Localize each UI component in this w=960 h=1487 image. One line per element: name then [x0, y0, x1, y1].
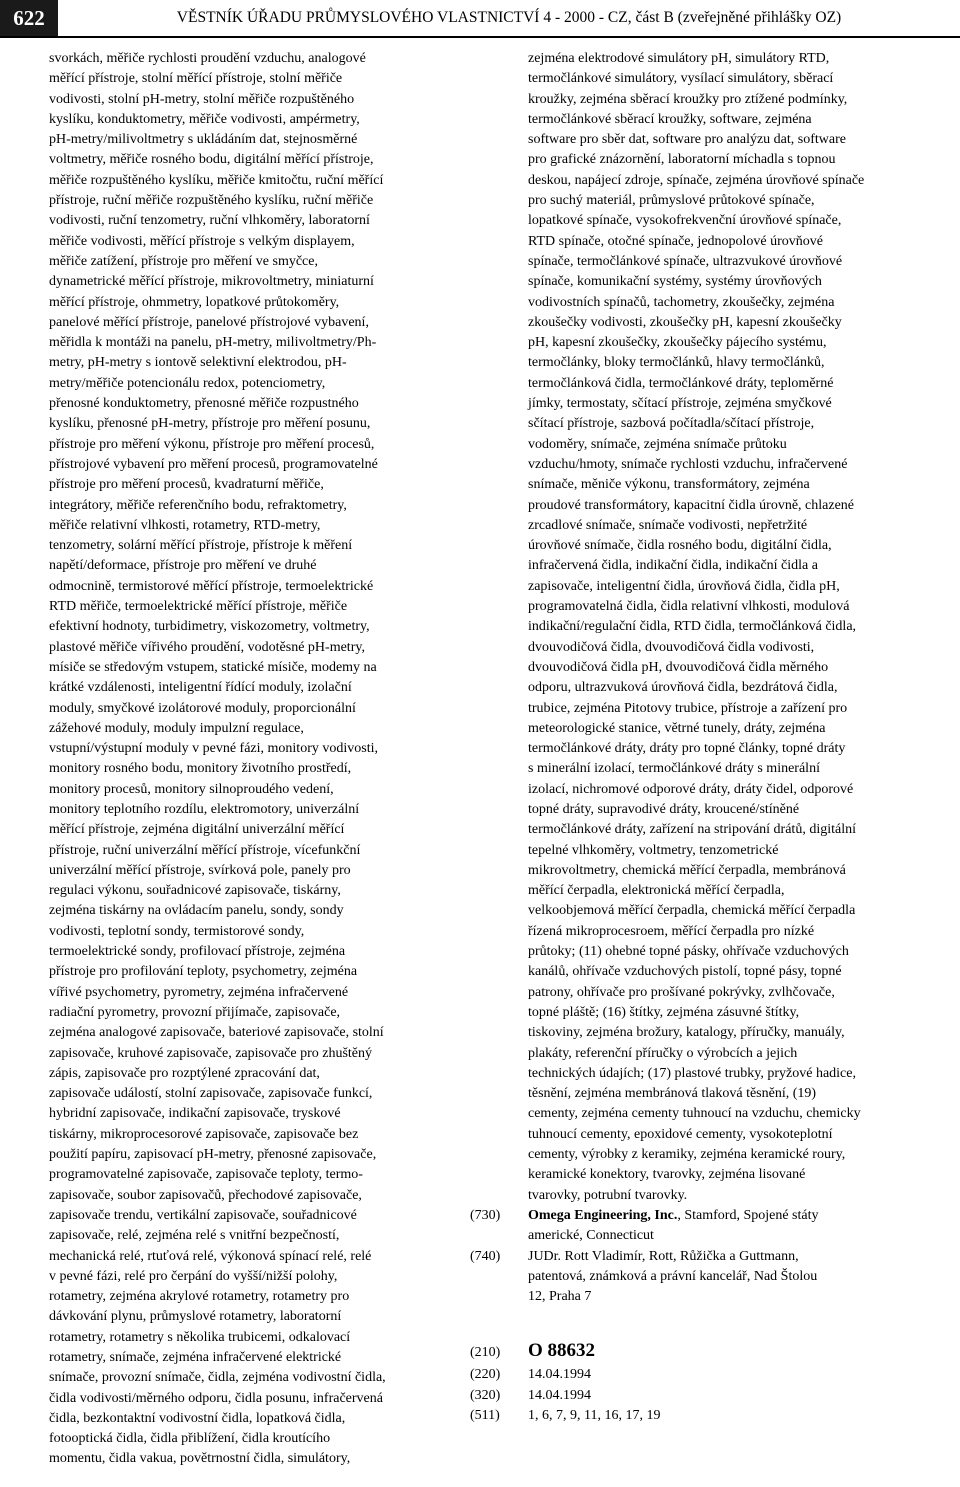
- applicant-entry: [470, 1206, 915, 1247]
- left-column: [49, 49, 444, 1470]
- right-column: [470, 49, 915, 1426]
- classes-list: 1, 6, 7, 9, 11, 16, 17, 19: [528, 1408, 661, 1423]
- page-number: 622: [0, 0, 58, 36]
- running-title: VĚSTNÍK ÚŘADU PRŮMYSLOVÉHO VLASTNICTVÍ 4 - 2000 - CZ, část B (zveřejněné přihlášky OZ): [176, 9, 842, 26]
- priority-date-entry: [470, 1386, 915, 1406]
- filing-date: 14.04.1994: [528, 1367, 591, 1383]
- trademark-number: O 88632: [528, 1340, 596, 1362]
- representative-text: JUDr. Rott Vladimír, Rott, Růžička a Guttmann, patentová, známková a právní kancelář, Nad Štolou 12, Praha 7: [528, 1248, 818, 1305]
- trademark-number-entry: [470, 1337, 915, 1365]
- page-header: [0, 0, 960, 38]
- applicant-address: , Stamford, Spojené státy americké, Connecticut: [528, 1207, 819, 1244]
- classes-entry: [470, 1406, 915, 1426]
- priority-date-code: (320): [470, 1387, 501, 1403]
- filing-date-entry: [470, 1365, 915, 1385]
- priority-date: 14.04.1994: [528, 1387, 591, 1403]
- representative-code: (740): [470, 1248, 501, 1264]
- applicant-code: (730): [470, 1207, 501, 1223]
- goods-list-text: svorkách, měřiče rychlosti proudění vzduchu, analogové měřící přístroje, stolní měřící přístroje, stolní měřiče vodivosti, stolní pH-metry, stolní měřiče rozpuštěného kyslíku, konduktometry, měřiče vodivosti, ampérmetry, pH-metry/milivoltmetry s ukládáním dat, stejnosměrné voltmetry, měřiče rosného bodu, digitální měřící přístroje, měřiče rozpuštěného kyslíku, měřiče kmitočtu, ruční měřící přístroje, ruční měřiče rozpuštěného kyslíku, ruční měřiče vodivosti, ruční tenzometry, ruční vlhkoměry, laboratorní měřiče vodivosti, měřící přístroje s velkým displayem, měřiče zatížení, přístroje pro měření ve smyčce, dynametrické měřící přístroje, mikrovoltmetry, miniaturní měřící přístroje, ohmmetry, lopatkové průtokoměry, panelové měřící přístroje, panelové přístrojové vybavení, měřidla k montáži na panelu, pH-metry, milivoltmetry/Ph- metry, pH-metry s iontově selektivní elektrodou, pH- metry/měřiče potencionálu redox, potenciometry, přenosné konduktometry, přenosné měřiče rozpustného kyslíku, přenosné pH-metry, přístroje pro měření posunu, přístroje pro měření výkonu, přístroje pro měření procesů, přístrojové vybavení pro měření procesů, programovatelné přístroje pro měření procesů, kvadraturní měřiče, integrátory, měřiče referenčního bodu, refraktometry, měřiče relativní vlhkosti, rotametry, RTD-metry, tenzometry, solární měřící přístroje, přístroje k měření napětí/deformace, přístroje pro měření ve druhé odmocnině, termistorové měřící přístroje, termoelektrické RTD měřiče, termoelektrické měřící přístroje, měřiče efektivní hodnoty, turbidimetry, viskozometry, voltmetry, plastové měřiče vířivého proudění, vodotěsné pH-metry, mísiče se středovým vstupem, statické mísiče, modemy na krátké vzdálenosti, inteligentní řídící moduly, izolační moduly, smyčkové izolátorové moduly, proporcionální zážehové moduly, moduly impulzní regulace, vstupní/výstupní moduly v pevné fázi, monitory vodivosti, monitory rosného bodu, monitory životního prostředí, monitory procesů, monitory silnoproudého vedení, monitory teplotního rozdílu, elektromotory, univerzální měřící přístroje, zejména digitální univerzální měřící přístroje, ruční univerzální měřící přístroje, vícefunkční univerzální měřící přístroje, svírková pole, panely pro regulaci výkonu, souřadnicové zapisovače, tiskárny, zejména tiskárny na ovládacím panelu, sondy, sondy vodivosti, teplotní sondy, termistorové sondy, termoelektrické sondy, profilovací přístroje, zejména přístroje pro profilování teploty, psychometry, zejména vířivé psychometry, pyrometry, zejména infračervené radiační pyrometry, provozní přijímače, zapisovače, zejména analogové zapisovače, bateriové zapisovače, stolní zapisovače, kruhové zapisovače, zapisovače pro zhuštěný zápis, zapisovače pro rozptýlené zpracování dat, zapisovače událostí, stolní zapisovače, zapisovače funkcí, hybridní zapisovače, indikační zapisovače, tryskové tiskárny, mikroprocesorové zapisovače, zapisovače bez použití papíru, zapisovací pH-metry, přenosné zapisovače, programovatelné zapisovače, zapisovače teploty, termo- zapisovače, soubor zapisovačů, přechodové zapisovače, zapisovače trendu, vertikální zapisovače, souřadnicové zapisovače, relé, zejména relé s vnitřní bezpečností, mechanická relé, rtuťová relé, výkonová spínací relé, relé v pevné fázi, relé pro čerpání do vyšší/nižší polohy, rotametry, zejména akrylové rotametry, rotametry pro dávkování plynu, průmyslové rotametry, laboratorní rotametry, rotametry s několika trubicemi, odkalovací rotametry, snímače, zejména infračervené elektrické snímače, provozní snímače, čidla, zejména vodivostní čidla, čidla vodivosti/měrného odporu, čidla posunu, infračervená čidla, bezkontaktní vodivostní čidla, lopatková čidla, fotooptická čidla, čidla přiblížení, čidla kroutícího momentu, čidla vakua, povětrnostní čidla, simulátory,: [49, 51, 386, 1467]
- filing-date-code: (220): [470, 1367, 501, 1383]
- representative-entry: [470, 1247, 915, 1308]
- classes-code: (511): [470, 1408, 500, 1423]
- trademark-code: (210): [470, 1345, 501, 1361]
- applicant-name: Omega Engineering, Inc.: [528, 1207, 678, 1223]
- goods-list-continued: zejména elektrodové simulátory pH, simulátory RTD, termočlánkové simulátory, vysílací simulátory, sběrací kroužky, zejména sběrací kroužky pro ztížené podmínky, termočlánkové sběrací kroužky, software, zejména software pro sběr dat, software pro analýzu dat, software pro grafické znázornění, laboratorní míchadla s topnou deskou, napájecí zdroje, spínače, zejména úrovňové spínače pro suchý materiál, průmyslové průtokové spínače, lopatkové spínače, vysokofrekvenční úrovňové spínače, RTD spínače, otočné spínače, jednopolové úrovňové spínače, termočlánkové spínače, ultrazvukové úrovňové spínače, komunikační systémy, systémy úrovňových vodivostních spínačů, tachometry, zkoušečky, zejména zkoušečky vodivosti, zkoušečky pH, kapesní zkoušečky pH, kapesní zkoušečky, zkoušečky pájecího systému, termočlánky, bloky termočlánků, hlavy termočlánků, termočlánková čidla, termočlánkové dráty, teploměrné jímky, termostaty, sčítací přístroje, zejména smyčkové sčítací přístroje, sazbová počítadla/sčítací přístroje, vodoměry, snímače, zejména snímače průtoku vzduchu/hmoty, snímače rychlosti vzduchu, infračervené snímače, měniče výkonu, transformátory, zejména proudové transformátory, kapacitní čidla úrovně, chlazené zrcadlové snímače, snímače vodivosti, nepřetržité úrovňové snímače, čidla rosného bodu, digitální čidla, infračervená čidla, indikační čidla, indikační čidla a zapisovače, inteligentní čidla, úrovňová čidla, čidla pH, programovatelná čidla, čidla relativní vlhkosti, modulová indikační/regulační čidla, RTD čidla, termočlánková čidla, dvouvodičová čidla, dvouvodičová čidla vodivosti, dvouvodičová čidla pH, dvouvodičová čidla měrného odporu, ultrazvuková úrovňová čidla, bezdrátová čidla, trubice, zejména Pitotovy trubice, přístroje a zařízení pro meteorologické stanice, větrné tunely, dráty, zejména termočlánkové dráty, dráty pro topné články, topné dráty s minerální izolací, termočlánkové dráty s minerální izolací, nichromové odporové dráty, dráty čidel, odporové topné dráty, supravodivé dráty, kroucené/stíněné termočlánkové dráty, zařízení na stripování drátů, digitální tepelné vlhkoměry, voltmetry, tenzometrické mikrovoltmetry, chemická měřící čerpadla, membránová měřící čerpadla, elektronická měřící čerpadla, velkoobjemová měřící čerpadla, chemická měřící čerpadla řízená mikroprocesroem, měřící čerpadla pro nízké průtoky; (11) ohebné topné pásky, ohřívače vzduchových kanálů, ohřívače vzduchových pistolí, topné pásy, topné patrony, ohřívače pro prošívané pokrývky, zvlhčovače, topné pláště; (16) štítky, zejména zásuvné štítky, tiskoviny, zejména brožury, katalogy, příručky, manuály, plakáty, referenční příručky o výrobcích a jejich technických údajích; (17) plastové trubky, pryžové hadice, těsnění, zejména membránová tlaková těsnění, (19) cementy, zejména cementy tuhnoucí na vzduchu, chemicky tuhnoucí cementy, epoxidové cementy, vysokoteplotní cementy, výrobky z keramiky, zejména keramické roury, keramické konektory, tvarovky, zejména lisované tvarovky, potrubní tvarovky.: [528, 51, 865, 1203]
